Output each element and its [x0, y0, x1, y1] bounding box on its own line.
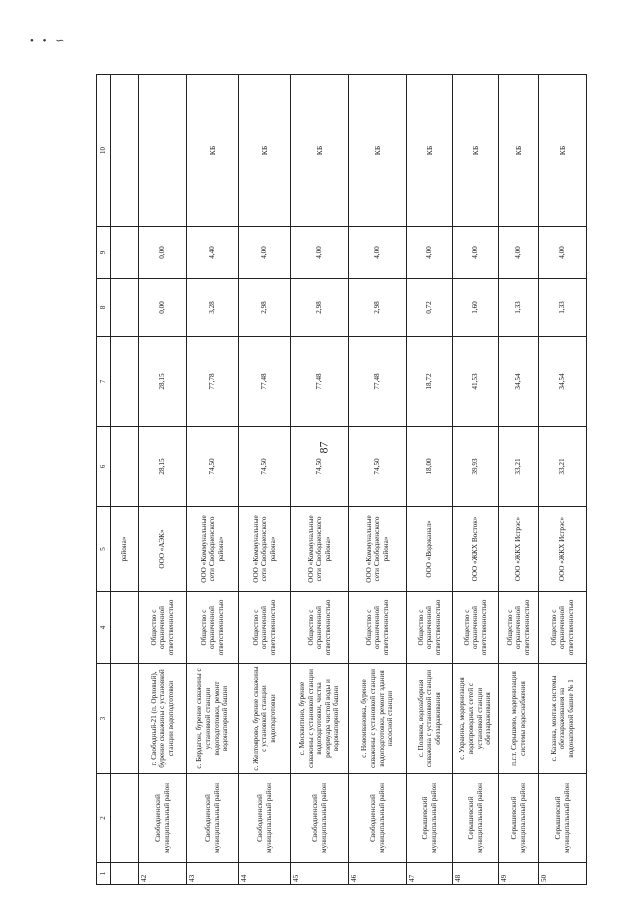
- table-cell: [111, 592, 139, 664]
- table-cell: [111, 227, 139, 279]
- table-cell: Общество с ограниченной ответственностью: [349, 592, 407, 664]
- table-cell: КБ: [499, 75, 539, 227]
- table-cell: 74,50: [291, 427, 349, 507]
- header-cell: 7: [97, 337, 111, 427]
- table-cell: 4,00: [349, 227, 407, 279]
- table-cell: 4,40: [187, 227, 239, 279]
- table-cell: 46: [349, 863, 407, 885]
- table-cell: ООО «Водоканал»: [407, 507, 453, 592]
- table-cell: КБ: [539, 75, 587, 227]
- table-cell: 50: [539, 863, 587, 885]
- table-cell: [111, 774, 139, 863]
- table-cell: 1,60: [453, 279, 499, 337]
- table-cell: Серышевский муниципальный район: [453, 774, 499, 863]
- table-cell: 74,50: [239, 427, 291, 507]
- table-cell: 41,53: [453, 337, 499, 427]
- table-cell: 74,50: [349, 427, 407, 507]
- table-row: [187, 75, 239, 885]
- table-cell: КБ: [291, 75, 349, 227]
- table-cell: района»: [111, 507, 139, 592]
- table-cell: 1,33: [499, 279, 539, 337]
- table-cell: Общество с ограниченной ответственностью: [539, 592, 587, 664]
- table-cell: Общество с ограниченной ответственностью: [499, 592, 539, 664]
- table-row: [291, 75, 349, 885]
- table-cell: КБ: [239, 75, 291, 227]
- table-cell: Общество с ограниченной ответственностью: [291, 592, 349, 664]
- table-cell: 33,21: [539, 427, 587, 507]
- header-cell: 8: [97, 279, 111, 337]
- table-cell: 49: [499, 863, 539, 885]
- header-cell: 1: [97, 863, 111, 885]
- header-cell: 4: [97, 592, 111, 664]
- page-number: 87: [316, 441, 331, 454]
- table-cell: с. Москвитино, бурение скважины с установкой станции водоподготовки, чистка резервуара чистой воды и водонапорной башни: [291, 664, 349, 774]
- table-row: [239, 75, 291, 885]
- table-cell: 33,21: [499, 427, 539, 507]
- table-frame: [96, 75, 575, 885]
- table-cell: с. Украинка, модернизация водопроводных сетей с установкой станции обеззараживания: [453, 664, 499, 774]
- header-cell: 5: [97, 507, 111, 592]
- table-cell: 4,00: [291, 227, 349, 279]
- table-cell: [111, 863, 139, 885]
- table-cell: с. Казанка, монтаж системы обеззараживания на водонапорной башне № 1: [539, 664, 587, 774]
- table-cell: 18,72: [407, 337, 453, 427]
- header-cell: 3: [97, 664, 111, 774]
- table-cell: ООО «ЖКХ Исгрэс»: [539, 507, 587, 592]
- table-cell: [139, 75, 187, 227]
- table-cell: 42: [139, 863, 187, 885]
- table-cell: [111, 75, 139, 227]
- table-cell: 4,00: [407, 227, 453, 279]
- table-cell: Свободненский муниципальный район: [139, 774, 187, 863]
- table-cell: 34,54: [539, 337, 587, 427]
- table-cell: 34,54: [499, 337, 539, 427]
- table-cell: 77,48: [291, 337, 349, 427]
- table-cell: 4,00: [453, 227, 499, 279]
- table-cell: ООО «Коммунальные сети Свободненского района»: [187, 507, 239, 592]
- table-cell: ООО «Коммунальные сети Свободненского района»: [349, 507, 407, 592]
- table-row: [539, 75, 587, 885]
- table-cell: Общество с ограниченной ответственностью: [407, 592, 453, 664]
- table-cell: 44: [239, 863, 291, 885]
- table-cell: ООО «АЭК»: [139, 507, 187, 592]
- table-cell: Серышевский муниципальный район: [407, 774, 453, 863]
- table-cell: Серышевский муниципальный район: [539, 774, 587, 863]
- table-cell: 2,98: [291, 279, 349, 337]
- table-cell: Серышевский муниципальный район: [499, 774, 539, 863]
- table-cell: Свободненский муниципальный район: [291, 774, 349, 863]
- table-cell: 4,00: [239, 227, 291, 279]
- table-cell: 4,00: [539, 227, 587, 279]
- table-cell: Свободненский муниципальный район: [239, 774, 291, 863]
- corner-mark: • • ∽: [30, 35, 68, 47]
- header-cell: 6: [97, 427, 111, 507]
- table-cell: Общество с ограниченной ответственностью: [187, 592, 239, 664]
- table-cell: Общество с ограниченной ответственностью: [139, 592, 187, 664]
- data-table: [96, 74, 587, 885]
- rotated-table: [96, 75, 575, 885]
- table-cell: Свободненский муниципальный район: [349, 774, 407, 863]
- table-cell: [111, 337, 139, 427]
- table-cell: 77,48: [349, 337, 407, 427]
- table-row: [407, 75, 453, 885]
- table-cell: 1,33: [539, 279, 587, 337]
- table-cell: г. Свободный-21 (п. Орловый), бурение скважины с установкой станции водоподготовки: [139, 664, 187, 774]
- header-cell: 10: [97, 75, 111, 227]
- table-cell: КБ: [187, 75, 239, 227]
- table-cell: ООО «ЖКХ Восток»: [453, 507, 499, 592]
- header-cell: 2: [97, 774, 111, 863]
- table-row: [453, 75, 499, 885]
- table-row: [349, 75, 407, 885]
- table-cell: 0,00: [139, 279, 187, 337]
- table-cell: Свободненский муниципальный район: [187, 774, 239, 863]
- table-cell: 43: [187, 863, 239, 885]
- table-cell: 28,15: [139, 427, 187, 507]
- table-cell: 28,15: [139, 337, 187, 427]
- table-cell: 18,00: [407, 427, 453, 507]
- header-cell: 9: [97, 227, 111, 279]
- table-cell: ООО «ЖКХ Исгрэс»: [499, 507, 539, 592]
- table-cell: 77,48: [239, 337, 291, 427]
- table-row: [139, 75, 187, 885]
- table-cell: 2,98: [349, 279, 407, 337]
- table-cell: КБ: [453, 75, 499, 227]
- header-row: [97, 75, 111, 885]
- table-cell: 74,50: [187, 427, 239, 507]
- continuation-row: [111, 75, 139, 885]
- table-cell: Общество с ограниченной ответственностью: [453, 592, 499, 664]
- table-cell: п.г.т. Серышево, модернизация системы водоснабжения: [499, 664, 539, 774]
- table-cell: 3,28: [187, 279, 239, 337]
- table-cell: Общество с ограниченной ответственностью: [239, 592, 291, 664]
- table-cell: [111, 664, 139, 774]
- table-cell: с. Новоивановка, бурение скважины с установкой станции водоподготовки, ремонт здания насосной станции: [349, 664, 407, 774]
- table-cell: 77,78: [187, 337, 239, 427]
- table-cell: 45: [291, 863, 349, 885]
- table-cell: КБ: [407, 75, 453, 227]
- table-cell: 4,00: [499, 227, 539, 279]
- table-row: [499, 75, 539, 885]
- table-cell: 47: [407, 863, 453, 885]
- table-cell: 39,93: [453, 427, 499, 507]
- table-cell: КБ: [349, 75, 407, 227]
- table-cell: [111, 427, 139, 507]
- table-cell: 48: [453, 863, 499, 885]
- table-cell: ООО «Коммунальные сети Свободненского района»: [291, 507, 349, 592]
- table-cell: 0,00: [139, 227, 187, 279]
- table-cell: ООО «Коммунальные сети Свободненского района»: [239, 507, 291, 592]
- table-cell: 0,72: [407, 279, 453, 337]
- table-cell: [111, 279, 139, 337]
- table-cell: с. Желтоярово, бурение скважины с установкой станции водоподготовки: [239, 664, 291, 774]
- table-cell: 2,98: [239, 279, 291, 337]
- table-cell: с. Бердагон, бурение скважины с установкой станции водоподготовки, ремонт водонапорной башни: [187, 664, 239, 774]
- table-cell: с. Поляков, водозаборная скважина с установкой станции обеззараживания: [407, 664, 453, 774]
